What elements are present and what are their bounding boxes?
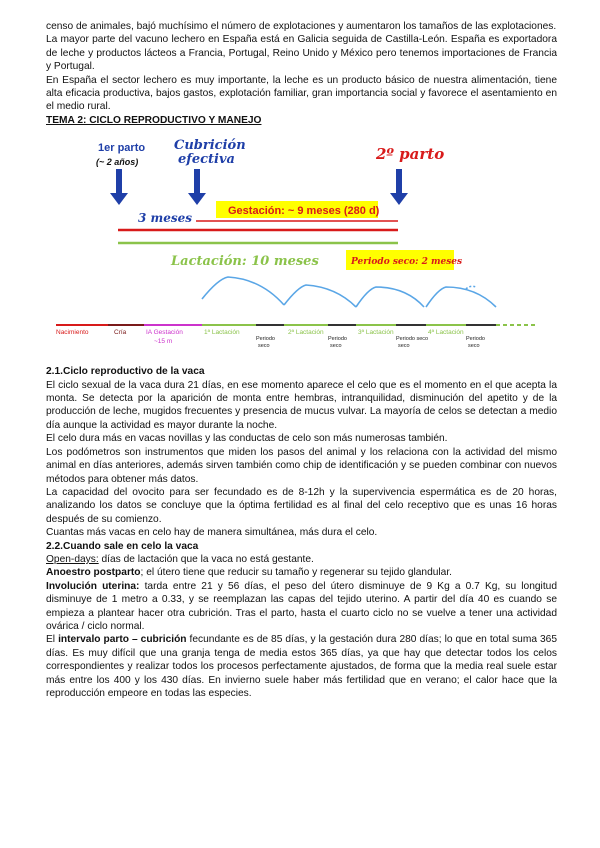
dry-period-tick: Periodo seco bbox=[396, 336, 429, 343]
first-birth-label: 1er parto bbox=[98, 142, 146, 155]
dry-period-tick: Periodo bbox=[328, 336, 347, 343]
arrow-down-icon bbox=[110, 169, 128, 205]
paragraph: La mayor parte del vacuno lechero en España está en Galicia seguida de Castilla-León. España es exportadora de leche y productos lácteos a Francia, Portugal, Reino Unido y México pero tenemos importaciones de Francia y Portugal. bbox=[46, 34, 557, 73]
timeline-label: IA Gestación bbox=[146, 329, 183, 337]
paragraph: Los podómetros son instrumentos que miden los pasos del animal y los relaciona con la actividad del mismo animal en días anteriores, además sirven también como chip de identificación y se pueden combinar con nuevos métodos para obtener más datos. bbox=[46, 446, 557, 485]
lactation-curve bbox=[284, 285, 356, 307]
document-page bbox=[46, 20, 557, 700]
first-birth-age: (~ 2 años) bbox=[96, 157, 139, 168]
term: Open-days: bbox=[46, 553, 99, 565]
dry-period-tick: Periodo bbox=[466, 336, 485, 343]
paragraph: En España el sector lechero es muy importante, la leche es un producto básico de nuestra alimentación, tiene alta eficacia productiva, bajos gastos, explotación familiar, gran importancia social y favorece el asentamiento en el medio rural. bbox=[46, 74, 557, 113]
lactation-curve-dotted bbox=[466, 287, 476, 290]
definition: tarda entre 21 y 56 días, el peso del útero disminuye de 9 Kg a 0.7 Kg, su longitud disminuye de 1 metro a 0.33, y se reemplazan las capas del tejido uterino. A partir del día 40 es cuando se empieza a plantear hacer otra cubrición. Tras el parto, hasta el cuarto ciclo no se vuelve a tener una actividad ovárica / ciclo normal. bbox=[46, 580, 557, 632]
cubricion-label: Cubrición bbox=[174, 138, 246, 154]
reproductive-cycle-diagram bbox=[46, 129, 557, 357]
definition: fecundante es de 85 días, y la gestación dura 280 días; lo que en total suma 365 días. Es muy difícil que una granja tenga de media estos 365 días, ya que hay que detectar todos los celos correspondientes y realizar todos los procesos perfectamente ajustados, de forma que la media real suele estar más entre los 400 y los 430 días. En invierno suele haber más fertilidad que en verano; el calor hace que la reproducción empeore en todas las especies. bbox=[46, 634, 557, 699]
text-prefix: El bbox=[46, 634, 59, 646]
three-months-label: 3 meses bbox=[138, 211, 193, 226]
paragraph bbox=[46, 553, 557, 566]
timeline-label: 3ª Lactación bbox=[358, 329, 394, 337]
paragraph: Cuantas más vacas en celo hay de manera simultánea, más dura el celo. bbox=[46, 527, 378, 539]
lactation-label: Lactación: 10 meses bbox=[171, 254, 319, 270]
timeline-label: Nacimiento bbox=[56, 329, 89, 337]
efectiva-label: efectiva bbox=[178, 152, 235, 168]
dry-period-label: Periodo seco: 2 meses bbox=[351, 257, 463, 268]
dry-period-tick: seco bbox=[468, 343, 480, 350]
lactation-curve bbox=[426, 287, 496, 307]
paragraph: La capacidad del ovocito para ser fecundado es de 8-12h y la supervivencia espermática es de 20 horas, analizando los datos se concluye que la óptima fertilidad es al final del celo receptivo que es unas 16 horas después de su comienzo. bbox=[46, 486, 557, 525]
definition: ; el útero tiene que reducir su tamaño y regenerar su tejido glandular. bbox=[140, 567, 453, 579]
section-title: TEMA 2: CICLO REPRODUCTIVO Y MANEJO bbox=[46, 114, 262, 126]
paragraph bbox=[46, 566, 557, 579]
timeline-label: 2ª Lactación bbox=[288, 329, 324, 337]
second-birth-label: 2º parto bbox=[376, 145, 445, 164]
cycle-diagram-svg bbox=[46, 129, 557, 357]
dry-period-tick: seco bbox=[258, 343, 270, 350]
timeline-label: Cría bbox=[114, 329, 127, 337]
dry-period-tick: Periodo bbox=[256, 336, 275, 343]
term: Anoestro postparto bbox=[46, 567, 141, 579]
dry-period-tick: seco bbox=[398, 343, 410, 350]
paragraph bbox=[46, 633, 557, 700]
arrow-down-icon bbox=[188, 169, 206, 205]
dry-period-tick: seco bbox=[330, 343, 342, 350]
paragraph: El ciclo sexual de la vaca dura 21 días, en ese momento aparece el celo que es el momento en el que acepta la monta. Se detecta por la aparición de monta entre hembras, intranquilidad, disminución del apetito y de la producción de leche, mugidos frecuentes y presencia de mucus vulvar. La mayoría de celos se detectan a medio día aunque la actividad es mayor durante la noche. bbox=[46, 379, 557, 431]
timeline-label: 4ª Lactación bbox=[428, 329, 464, 337]
paragraph: censo de animales, bajó muchísimo el número de explotaciones y aumentaron los tamaños de las explotaciones. bbox=[46, 21, 557, 32]
paragraph: El celo dura más en vacas novillas y las conductas de celo son más numerosas también. bbox=[46, 433, 448, 445]
lactation-curve bbox=[202, 277, 284, 305]
term: Involución uterina: bbox=[46, 580, 140, 592]
section-title: 2.1.Ciclo reproductivo de la vaca bbox=[46, 366, 205, 378]
lactation-curves bbox=[202, 277, 496, 307]
timeline-label: 1ª Lactación bbox=[204, 329, 240, 337]
paragraph bbox=[46, 580, 557, 634]
timeline-label: ~15 m bbox=[154, 338, 173, 346]
term: intervalo parto – cubrición bbox=[58, 634, 187, 646]
gestation-label: Gestación: ~ 9 meses (280 d) bbox=[228, 205, 380, 218]
lactation-curve bbox=[356, 287, 424, 307]
arrow-down-icon bbox=[390, 169, 408, 205]
definition: días de lactación que la vaca no está gestante. bbox=[98, 553, 314, 565]
section-title: 2.2.Cuando sale en celo la vaca bbox=[46, 540, 199, 552]
